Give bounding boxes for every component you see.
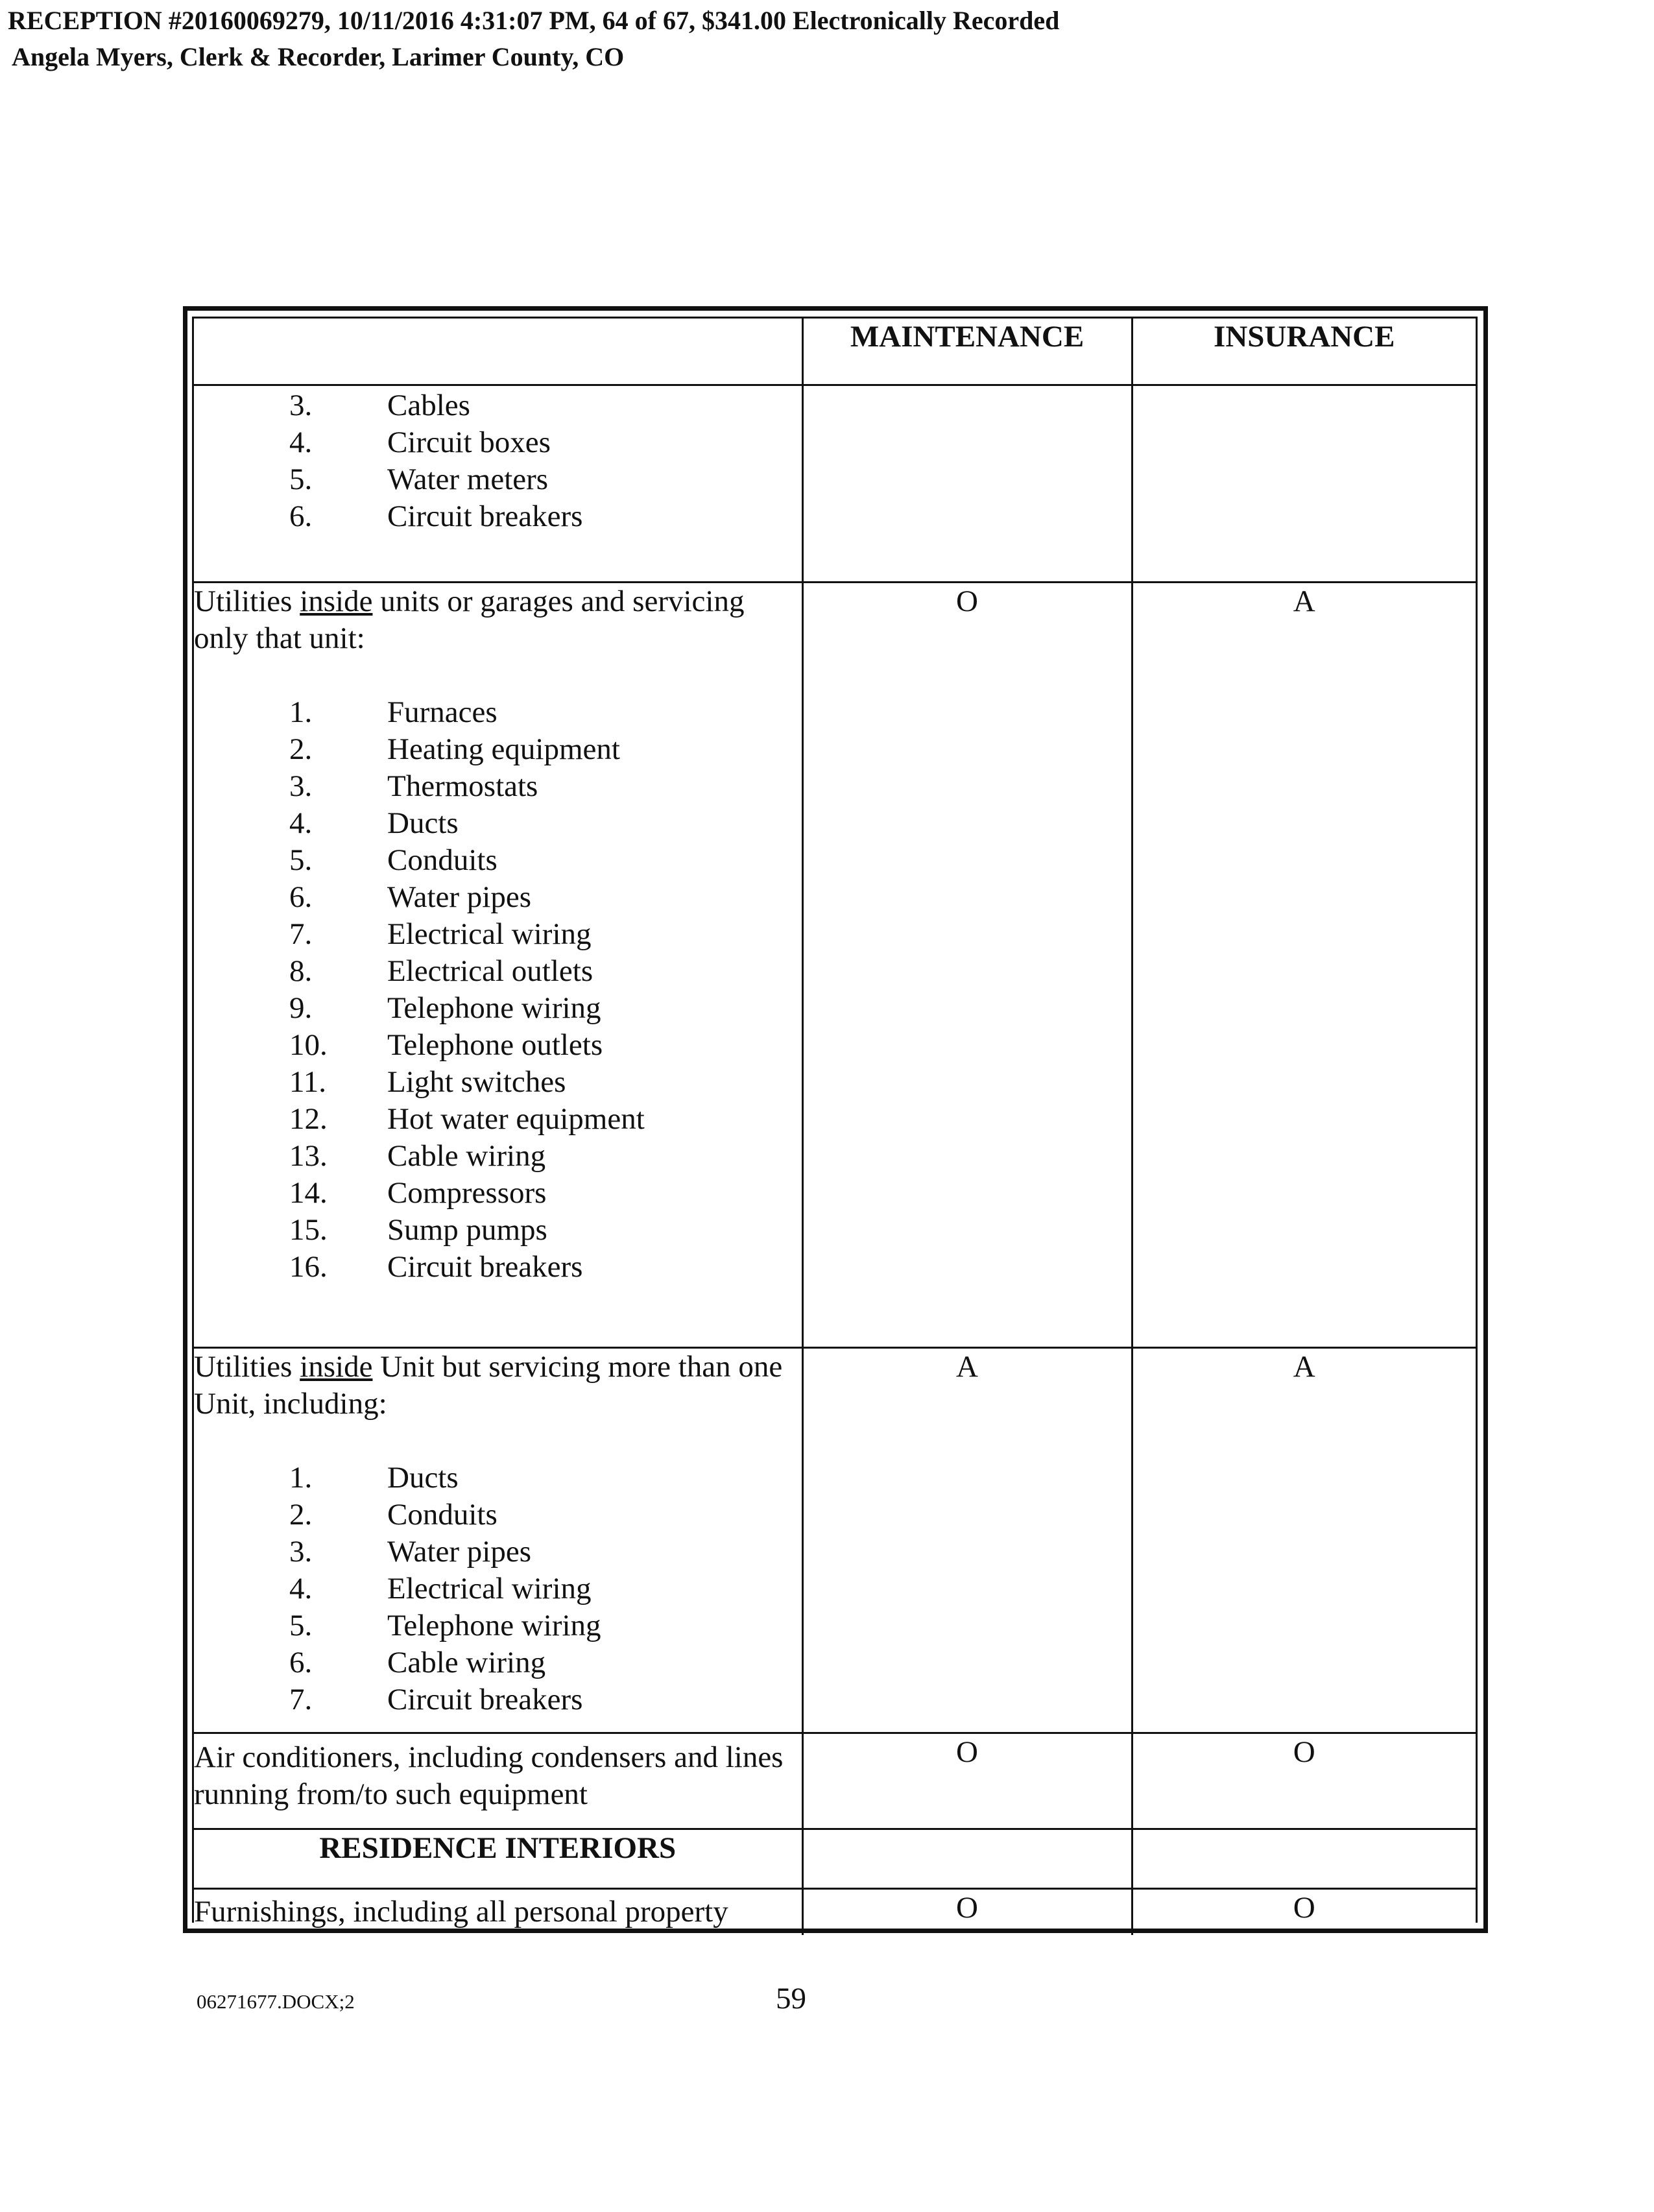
row-description xyxy=(194,385,802,582)
list-item: 11. Light switches xyxy=(289,1064,566,1099)
row-description: Furnishings, including all personal property xyxy=(194,1888,802,1935)
list-item: 3. Thermostats xyxy=(289,769,538,803)
list-item: 12. Hot water equipment xyxy=(289,1101,645,1136)
insurance-cell: A xyxy=(1132,582,1476,1347)
list-item: 4. Electrical wiring xyxy=(289,1571,592,1605)
list-item: 5. Water meters xyxy=(289,462,549,496)
insurance-cell xyxy=(1132,1829,1476,1888)
list-item: 7. Electrical wiring xyxy=(289,917,592,951)
column-header-maintenance: MAINTENANCE xyxy=(802,319,1132,385)
column-header-insurance: INSURANCE xyxy=(1132,319,1476,385)
list-item: 2. Heating equipment xyxy=(289,732,620,766)
page-number: 59 xyxy=(776,1982,806,2015)
row-intro: Utilities inside units or garages and servicing only that unit: xyxy=(194,584,745,655)
list-item: 6. Cable wiring xyxy=(289,1645,546,1679)
list-item: 6. Circuit breakers xyxy=(289,499,583,533)
table-row xyxy=(194,385,1476,582)
list-item: 3. Water pipes xyxy=(289,1534,531,1569)
list-item: 2. Conduits xyxy=(289,1497,497,1532)
list-item: 10. Telephone outlets xyxy=(289,1028,603,1062)
table-row xyxy=(194,1347,1476,1733)
header-row xyxy=(194,319,1476,385)
list-item: 6. Water pipes xyxy=(289,880,531,914)
column-header-description xyxy=(194,319,802,385)
section-heading-residence-interiors: RESIDENCE INTERIORS xyxy=(194,1829,802,1888)
item-list xyxy=(194,387,802,535)
list-item: 15. Sump pumps xyxy=(289,1212,547,1247)
list-item: 5. Conduits xyxy=(289,843,497,877)
maintenance-cell xyxy=(802,1829,1132,1888)
list-item: 5. Telephone wiring xyxy=(289,1608,601,1642)
row-description xyxy=(194,1347,802,1733)
responsibility-table xyxy=(194,319,1476,1935)
list-item: 1. Furnaces xyxy=(289,695,497,729)
table-row xyxy=(194,1888,1476,1935)
recording-line-2: Angela Myers, Clerk & Recorder, Larimer County, CO xyxy=(12,42,625,71)
maintenance-cell: A xyxy=(802,1347,1132,1733)
list-item: 1. Ducts xyxy=(289,1460,459,1495)
maintenance-cell: O xyxy=(802,1888,1132,1935)
list-item: 4. Ducts xyxy=(289,806,459,840)
list-item: 8. Electrical outlets xyxy=(289,954,593,988)
item-list xyxy=(194,1460,802,1718)
maintenance-cell: O xyxy=(802,582,1132,1347)
recording-line-1: RECEPTION #20160069279, 10/11/2016 4:31:07 PM, 64 of 67, $341.00 Electronically Recorded xyxy=(8,6,1060,35)
row-description xyxy=(194,582,802,1347)
document-id: 06271677.DOCX;2 xyxy=(197,1990,355,2013)
item-list xyxy=(194,694,802,1286)
insurance-cell: A xyxy=(1132,1347,1476,1733)
section-row xyxy=(194,1829,1476,1888)
list-item: 7. Circuit breakers xyxy=(289,1682,583,1716)
maintenance-cell: O xyxy=(802,1733,1132,1829)
insurance-cell: O xyxy=(1132,1888,1476,1935)
recording-header xyxy=(8,3,1059,75)
insurance-cell: O xyxy=(1132,1733,1476,1829)
table-row xyxy=(194,582,1476,1347)
insurance-cell xyxy=(1132,385,1476,582)
list-item: 9. Telephone wiring xyxy=(289,991,601,1025)
list-item: 16. Circuit breakers xyxy=(289,1249,583,1284)
maintenance-cell xyxy=(802,385,1132,582)
list-item: 14. Compressors xyxy=(289,1175,547,1210)
row-description: Air conditioners, including condensers and lines running from/to such equipment xyxy=(194,1733,802,1829)
row-intro: Utilities inside Unit but servicing more than one Unit, including: xyxy=(194,1349,783,1421)
table-row xyxy=(194,1733,1476,1829)
list-item: 3. Cables xyxy=(289,388,470,422)
list-item: 4. Circuit boxes xyxy=(289,425,551,459)
list-item: 13. Cable wiring xyxy=(289,1138,546,1173)
